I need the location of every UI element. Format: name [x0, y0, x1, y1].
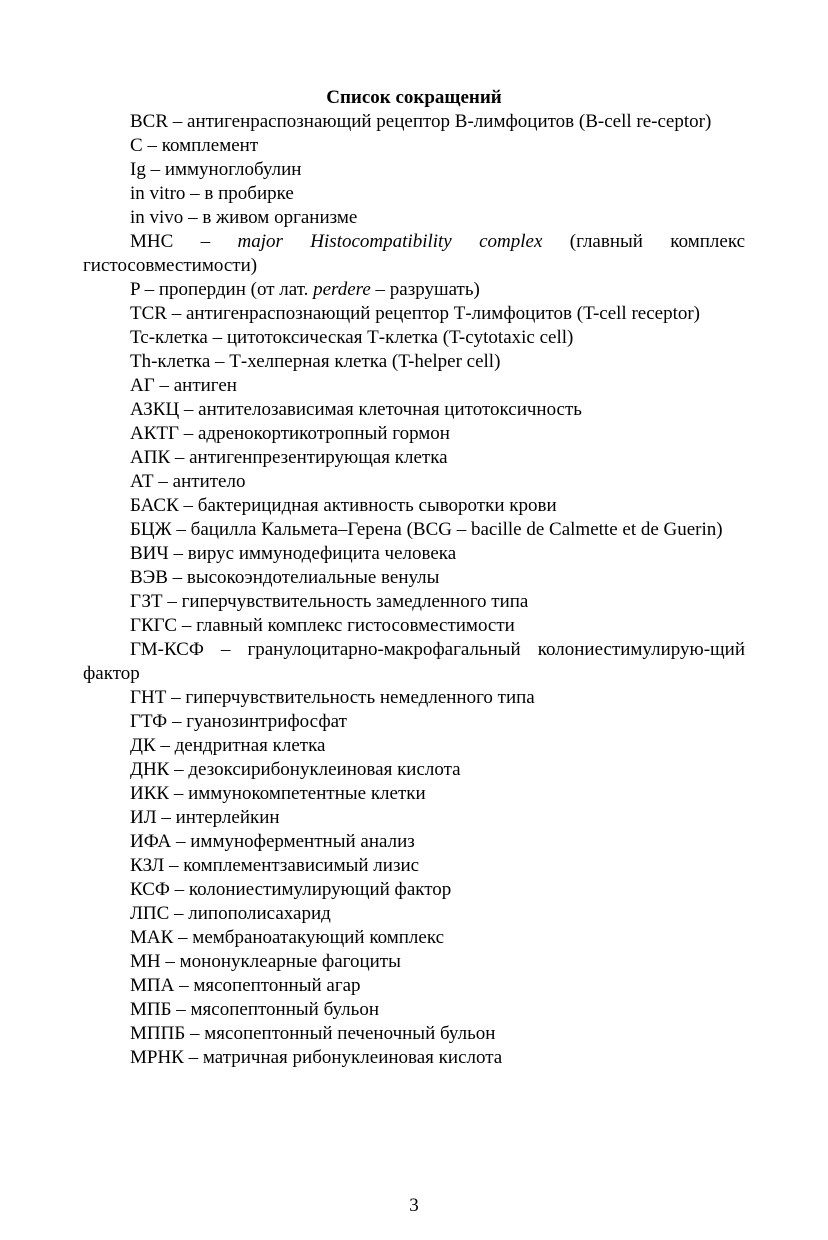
list-item: P – пропердин (от лат. perdere – разрушать) — [130, 279, 480, 300]
list-item: ВЭВ – высокоэндотелиальные венулы — [130, 567, 440, 588]
list-item: АПК – антигенпрезентирующая клетка — [130, 447, 448, 468]
definition: в живом организме — [202, 207, 358, 228]
abbreviation: ДК — [130, 735, 156, 756]
definition: вирус иммунодефицита человека — [187, 543, 457, 564]
definition: в пробирке — [204, 183, 294, 204]
definition: антителозависимая клеточная цитотоксичность — [198, 399, 582, 420]
abbreviation: КЗЛ — [130, 855, 165, 876]
definition: иммунокомпетентные клетки — [188, 783, 426, 804]
definition: мясопептонный печеночный бульон — [204, 1023, 496, 1044]
list-item: КЗЛ – комплементзависимый лизис — [130, 855, 420, 876]
list-item: in vitro – в пробирке — [130, 183, 294, 204]
abbreviation: МН — [130, 951, 161, 972]
list-item: ГМ-КСФ – гранулоцитарно-макрофагальный колониестимулирую-щий фактор — [83, 639, 745, 684]
list-item: ИКК – иммунокомпетентные клетки — [130, 783, 426, 804]
definition: дендритная клетка — [174, 735, 326, 756]
list-item: АТ – антитело — [130, 471, 246, 492]
abbreviation: МРНК — [130, 1047, 184, 1068]
abbreviation: БАСК — [130, 495, 179, 516]
definition: мясопептонный бульон — [190, 999, 379, 1020]
definition: интерлейкин — [175, 807, 280, 828]
list-item: ВИЧ – вирус иммунодефицита человека — [130, 543, 457, 564]
list-item: ГНТ – гиперчувствительность немедленного типа — [130, 687, 535, 708]
definition: высокоэндотелиальные венулы — [186, 567, 440, 588]
list-item: in vivo – в живом организме — [130, 207, 358, 228]
list-item: ГЗТ – гиперчувствительность замедленного типа — [130, 591, 529, 612]
abbreviation-list — [83, 110, 745, 1070]
page-number: 3 — [409, 1195, 419, 1216]
definition: главный комплекс гистосовместимости — [196, 615, 515, 636]
definition: гранулоцитарно-макрофагальный колониестимулирую-щий фактор — [83, 639, 745, 684]
definition: липополисахарид — [188, 903, 331, 924]
list-item: Tc-клетка – цитотоксическая Т-клетка (T-cytotaxic cell) — [130, 327, 574, 348]
list-item: TCR – антигенраспознающий рецептор Т-лимфоцитов (T-cell receptor) — [130, 303, 701, 324]
definition: комплементзависимый лизис — [183, 855, 420, 876]
list-item: ГТФ – гуанозинтрифосфат — [130, 711, 347, 732]
definition: – разрушать) — [375, 279, 480, 300]
list-item: ГКГС – главный комплекс гистосовместимости — [130, 615, 515, 636]
definition: цитотоксическая Т-клетка (T-cytotaxic cell) — [226, 327, 574, 348]
abbreviation: ГНТ — [130, 687, 167, 708]
abbreviation: ИФА — [130, 831, 172, 852]
list-item: ИФА – иммуноферментный анализ — [130, 831, 415, 852]
abbreviation: TCR — [130, 303, 167, 324]
definition: гиперчувствительность замедленного типа — [181, 591, 529, 612]
abbreviation: С — [130, 135, 143, 156]
definition: Т-хелперная клетка (T-helper cell) — [229, 351, 501, 372]
definition: мясопептонный агар — [193, 975, 361, 996]
abbreviation: P — [130, 279, 140, 300]
list-item: БЦЖ – бацилла Кальмета–Герена (BCG – bacille de Calmette et de Guerin) — [130, 519, 723, 540]
definition: гиперчувствительность немедленного типа — [185, 687, 535, 708]
definition: дезоксирибонуклеиновая кислота — [188, 759, 461, 780]
abbreviation: БЦЖ — [130, 519, 172, 540]
abbreviation: Th-клетка — [130, 351, 211, 372]
definition: гуанозинтрифосфат — [186, 711, 347, 732]
definition: антигенраспознающий рецептор В-лимфоцитов (B-cell re-ceptor) — [187, 111, 712, 132]
abbreviation: ГЗТ — [130, 591, 163, 612]
abbreviation: МПА — [130, 975, 175, 996]
abbreviation: МНС — [130, 231, 174, 252]
abbreviation: ВЭВ — [130, 567, 168, 588]
page-title: Список сокращений — [326, 87, 502, 108]
definition: адренокортикотропный гормон — [197, 423, 450, 444]
definition: пропердин (от лат. — [158, 279, 309, 300]
definition: (главный комплекс гистосовместимости) — [83, 231, 746, 276]
abbreviation: КСФ — [130, 879, 170, 900]
abbreviation: BCR — [130, 111, 169, 132]
definition: антиген — [173, 375, 237, 396]
list-item: АКТГ – адренокортикотропный гормон — [130, 423, 450, 444]
list-item: МППБ – мясопептонный печеночный бульон — [130, 1023, 496, 1044]
list-item: ИЛ – интерлейкин — [130, 807, 280, 828]
abbreviation: ДНК — [130, 759, 170, 780]
list-item: АЗКЦ – антителозависимая клеточная цитотоксичность — [130, 399, 582, 420]
abbreviation: ГТФ — [130, 711, 168, 732]
definition: мембраноатакующий комплекс — [192, 927, 445, 948]
definition: антитело — [172, 471, 246, 492]
list-item: БАСК – бактерицидная активность сыворотки крови — [130, 495, 557, 516]
abbreviation: АТ — [130, 471, 154, 492]
list-item: МРНК – матричная рибонуклеиновая кислота — [130, 1047, 503, 1068]
definition: антигенпрезентирующая клетка — [189, 447, 448, 468]
list-item: ДНК – дезоксирибонуклеиновая кислота — [130, 759, 461, 780]
definition: матричная рибонуклеиновая кислота — [202, 1047, 503, 1068]
list-item: Th-клетка – Т-хелперная клетка (T-helper cell) — [130, 351, 501, 372]
definition: бацилла Кальмета–Герена (BCG – bacille de Calmette et de Guerin) — [190, 519, 723, 540]
abbreviation: МАК — [130, 927, 174, 948]
list-item: МНС – major Histocompatibility complex (главный комплекс гистосовместимости) — [83, 231, 746, 276]
abbreviation: ГМ-КСФ — [130, 639, 204, 660]
abbreviation: АКТГ — [130, 423, 179, 444]
definition: колониестимулирующий фактор — [188, 879, 452, 900]
list-item: МПА – мясопептонный агар — [130, 975, 361, 996]
list-item: С – комплемент — [130, 135, 259, 156]
list-item: ДК – дендритная клетка — [130, 735, 326, 756]
abbreviation: ИЛ — [130, 807, 157, 828]
abbreviation: ЛПС — [130, 903, 170, 924]
abbreviation: Tc-клетка — [130, 327, 208, 348]
abbreviation: in vivo — [130, 207, 184, 228]
abbreviation: МППБ — [130, 1023, 186, 1044]
definition: бактерицидная активность сыворотки крови — [197, 495, 557, 516]
definition: иммуноглобулин — [164, 159, 302, 180]
list-item: АГ – антиген — [130, 375, 237, 396]
abbreviation: АЗКЦ — [130, 399, 180, 420]
abbreviation: ИКК — [130, 783, 170, 804]
list-item: МАК – мембраноатакующий комплекс — [130, 927, 445, 948]
list-item: Ig – иммуноглобулин — [130, 159, 302, 180]
abbreviation: АПК — [130, 447, 171, 468]
list-item: МПБ – мясопептонный бульон — [130, 999, 379, 1020]
abbreviation: ВИЧ — [130, 543, 169, 564]
list-item: МН – мононуклеарные фагоциты — [130, 951, 401, 972]
list-item: КСФ – колониестимулирующий фактор — [130, 879, 452, 900]
abbreviation: Ig — [130, 159, 146, 180]
definition-italic: perdere — [313, 279, 371, 300]
abbreviation: in vitro — [130, 183, 186, 204]
definition: антигенраспознающий рецептор Т-лимфоцитов (T-cell receptor) — [185, 303, 701, 324]
list-item: ЛПС – липополисахарид — [130, 903, 331, 924]
definition: комплемент — [161, 135, 259, 156]
list-item: BCR – антигенраспознающий рецептор В-лимфоцитов (B-cell re-ceptor) — [130, 111, 712, 132]
abbreviation: МПБ — [130, 999, 172, 1020]
definition: иммуноферментный анализ — [190, 831, 415, 852]
abbreviation: ГКГС — [130, 615, 178, 636]
abbreviation: АГ — [130, 375, 155, 396]
definition-italic: major Histocompatibility complex — [237, 231, 543, 252]
definition: мононуклеарные фагоциты — [179, 951, 401, 972]
